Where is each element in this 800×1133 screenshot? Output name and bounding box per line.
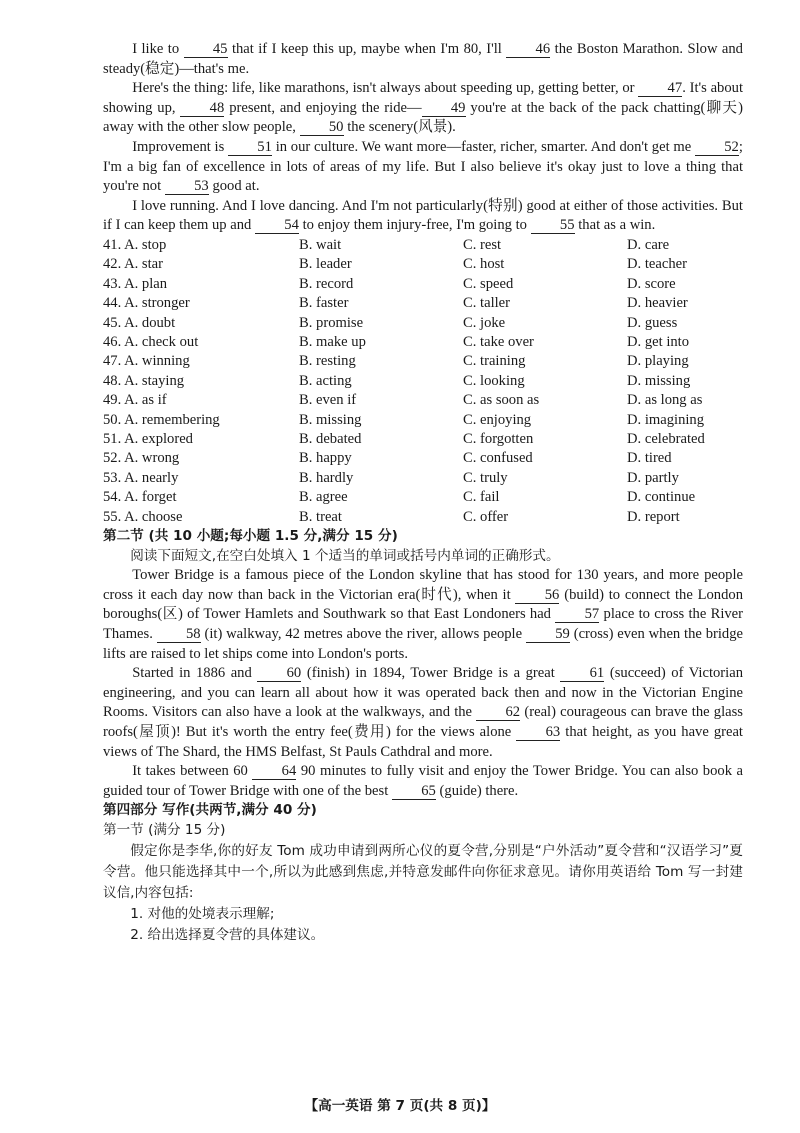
option-choice[interactable]: D. continue (627, 489, 696, 506)
option-choice[interactable]: 50. A. remembering (103, 411, 220, 428)
passage-text: Improvement is (132, 138, 228, 155)
option-choice[interactable]: B. hardly (299, 469, 354, 486)
section2-instruction: 阅读下面短文,在空白处填入 1 个适当的单词或括号内单词的正确形式。 (130, 547, 560, 564)
option-choice[interactable]: 49. A. as if (103, 392, 167, 409)
passage-text: . It's about showing up, (103, 80, 744, 116)
option-choice[interactable]: D. as long as (627, 392, 703, 409)
option-choice[interactable]: D. tired (627, 450, 672, 467)
passage-text: (cross) even when the bridge lifts are raised to let ships come into London's ports. (103, 626, 743, 662)
passage-text: present, and enjoying the ride— (224, 99, 422, 116)
option-choice[interactable]: B. leader (299, 256, 352, 273)
passage-text: (real) courageous can brave the glass roofs(屋顶)! But it's worth the entry fee(费用) for the views alone (103, 704, 743, 740)
option-choice[interactable]: 43. A. plan (103, 275, 168, 292)
option-choice[interactable]: C. confused (463, 450, 533, 467)
option-choice[interactable]: B. even if (299, 392, 357, 409)
option-choice[interactable]: B. happy (299, 450, 352, 467)
answer-blank[interactable]: 47 (638, 81, 682, 97)
option-row (103, 469, 743, 488)
passage-text: ; I'm a big fan of excellence in lots of areas of my life. But I also believe it's okay just to love a thing that you're not (103, 138, 743, 195)
option-choice[interactable]: D. get into (627, 333, 690, 350)
option-row (103, 488, 743, 507)
answer-blank[interactable]: 49 (422, 101, 466, 117)
option-row (103, 314, 743, 333)
part4-heading: 第四部分 写作(共两节,满分 40 分) (103, 802, 317, 819)
passage-text: you're at the back of the pack chatting(聊天) away with the other slow people, (103, 99, 743, 136)
option-choice[interactable]: C. host (463, 256, 505, 273)
answer-blank[interactable]: 60 (257, 666, 301, 682)
option-row (103, 391, 743, 410)
passage-text: 90 minutes to fully visit and enjoy the Tower Bridge. You can also book a guided tour of Tower Bridge with one of the best (103, 763, 743, 799)
option-choice[interactable]: D. imagining (627, 411, 705, 428)
option-choice[interactable]: 47. A. winning (103, 353, 190, 370)
option-choice[interactable]: C. as soon as (463, 392, 540, 409)
cloze-paragraph (103, 138, 743, 197)
answer-blank[interactable]: 63 (516, 725, 560, 741)
answer-blank[interactable]: 53 (165, 179, 209, 195)
answer-blank[interactable]: 54 (255, 218, 299, 234)
option-choice[interactable]: 41. A. stop (103, 236, 167, 253)
answer-blank[interactable]: 55 (531, 218, 575, 234)
answer-blank[interactable]: 58 (157, 627, 201, 643)
option-choice[interactable]: 48. A. staying (103, 372, 185, 389)
passage-text: (succeed) of Victorian engineering, and you can learn all about how it was operated back then and now in the Victorian Engine Rooms. Visitors can also have a look at the walkways, and the (103, 665, 743, 721)
option-choice[interactable]: B. promise (299, 314, 364, 331)
option-choice[interactable]: C. training (463, 353, 526, 370)
answer-blank[interactable]: 46 (506, 42, 550, 58)
answer-blank[interactable]: 65 (392, 784, 436, 800)
passage-text: (build) to connect the London boroughs(区) of Tower Hamlets and Southwark so that East Londoners had (103, 586, 743, 623)
answer-blank[interactable]: 57 (555, 607, 599, 623)
exam-page (103, 40, 743, 946)
passage-text: Started in 1886 and (132, 665, 258, 682)
passage-text: the Boston Marathon. Slow and steady(稳定)—that's me. (103, 41, 743, 77)
cloze-paragraph (103, 40, 743, 79)
option-choice[interactable]: C. truly (463, 469, 508, 486)
option-choice[interactable]: B. wait (299, 236, 342, 253)
option-choice[interactable]: D. teacher (627, 256, 687, 273)
option-choice[interactable]: 44. A. stronger (103, 295, 190, 312)
passage-text: that as a win. (574, 217, 656, 234)
option-choice[interactable]: D. care (627, 236, 670, 253)
option-choice[interactable]: 42. A. star (103, 256, 163, 273)
passage-text: that if I keep this up, maybe when I'm 80, I'll (227, 41, 507, 57)
option-choice[interactable]: B. resting (299, 353, 356, 370)
option-choice[interactable]: 45. A. doubt (103, 314, 176, 331)
options-list (103, 236, 743, 527)
passage-text: in our culture. We want more—faster, richer, smarter. And don't get me (272, 138, 695, 155)
option-choice[interactable]: B. debated (299, 431, 362, 447)
writing-point-1: 1. 对他的处境表示理解; (130, 905, 275, 922)
option-choice[interactable]: B. acting (299, 372, 352, 389)
passage-text: It takes between 60 (132, 763, 253, 780)
answer-blank[interactable]: 51 (228, 140, 272, 156)
option-choice[interactable]: C. enjoying (463, 411, 532, 428)
option-choice[interactable]: B. make up (299, 333, 366, 350)
option-choice[interactable]: D. guess (627, 314, 678, 331)
grammar-paragraph (103, 566, 743, 664)
option-row (103, 236, 743, 255)
writing-prompt: 假定你是李华,你的好友 Tom 成功申请到两所心仪的夏令营,分别是“户外活动”夏令营和“汉语学习”夏令营。他只能选择其中一个,所以为此感到焦虑,并特意发邮件向你征求意见。请你用英语给 Tom 写一封建议信,内容包括: (103, 842, 743, 901)
passage-text: Tower Bridge is a famous piece of the London skyline that has stood for 130 years, and more people cross it each day now than back in the Victorian era(时代), when it (103, 567, 743, 603)
writing-point-2: 2. 给出选择夏令营的具体建议。 (130, 926, 325, 943)
option-choice[interactable]: D. score (627, 275, 676, 292)
option-choice[interactable]: C. taller (463, 295, 511, 312)
option-choice[interactable]: C. forgotten (463, 431, 534, 447)
passage-text: (finish) in 1894, Tower Bridge is a great (301, 665, 561, 682)
grammar-paragraph (103, 664, 743, 762)
part4-subheading: 第一节 (满分 15 分) (103, 821, 226, 838)
option-choice[interactable]: 51. A. explored (103, 431, 193, 447)
grammar-passage (103, 566, 743, 801)
passage-text: the scenery(风景). (343, 119, 456, 136)
option-choice[interactable]: D. playing (627, 353, 689, 370)
option-choice[interactable]: 53. A. nearly (103, 469, 179, 486)
page-footer: 【高一英语 第 7 页(共 8 页)】 (304, 1098, 496, 1114)
option-choice[interactable]: D. celebrated (627, 431, 705, 447)
passage-text: Here's the thing: life, like marathons, isn't always about speeding up, getting better, or (132, 80, 639, 97)
option-row (103, 294, 743, 313)
option-choice[interactable]: C. joke (463, 314, 506, 331)
answer-blank[interactable]: 50 (300, 120, 344, 136)
answer-blank[interactable]: 52 (695, 140, 739, 156)
option-row (103, 430, 743, 449)
passage-text: that height, as you have great views of The Shard, the HMS Belfast, St Pauls Cathdral and more. (103, 723, 743, 760)
option-choice[interactable]: C. looking (463, 372, 525, 389)
grammar-paragraph (103, 762, 743, 801)
option-row (103, 411, 743, 430)
option-row (103, 275, 743, 294)
option-choice[interactable]: C. rest (463, 236, 502, 253)
cloze-passage (103, 40, 743, 236)
answer-blank[interactable]: 56 (515, 588, 559, 604)
cloze-paragraph (103, 79, 743, 138)
section2-heading: 第二节 (共 10 小题;每小题 1.5 分,满分 15 分) (103, 528, 398, 545)
option-choice[interactable]: D. missing (627, 372, 691, 389)
answer-blank[interactable]: 62 (476, 705, 520, 721)
option-choice[interactable]: B. missing (299, 411, 362, 428)
answer-blank[interactable]: 45 (184, 42, 228, 58)
option-choice[interactable]: 54. A. forget (103, 489, 177, 506)
option-choice[interactable]: B. record (299, 275, 354, 292)
option-choice[interactable]: D. heavier (627, 295, 688, 312)
option-choice[interactable]: C. speed (463, 275, 514, 292)
passage-text: (guide) there. (435, 782, 519, 799)
cloze-paragraph (103, 197, 743, 236)
option-choice[interactable]: B. agree (299, 489, 348, 506)
answer-blank[interactable]: 48 (180, 101, 224, 117)
option-choice[interactable]: C. offer (463, 508, 509, 525)
option-row (103, 449, 743, 468)
option-choice[interactable]: C. take over (463, 333, 534, 350)
passage-text: I like to (132, 41, 184, 57)
option-choice[interactable]: 46. A. check out (103, 333, 199, 350)
option-choice[interactable]: 55. A. choose (103, 508, 183, 525)
option-row (103, 255, 743, 274)
option-choice[interactable]: D. partly (627, 469, 679, 486)
passage-text: to enjoy them injury-free, I'm going to (298, 217, 531, 234)
option-choice[interactable]: B. faster (299, 295, 349, 312)
option-choice[interactable]: C. fail (463, 489, 500, 506)
option-choice[interactable]: B. treat (299, 508, 342, 525)
option-row (103, 333, 743, 352)
option-choice[interactable]: D. report (627, 508, 680, 525)
passage-text: place to cross the River Thames. (103, 606, 744, 642)
passage-text: I love running. And I love dancing. And I'm not particularly(特别) good at either of those activities. But if I can keep them up and (103, 197, 743, 234)
option-row (103, 508, 743, 527)
passage-text: (it) walkway, 42 metres above the river, allows people (200, 626, 526, 642)
option-row (103, 352, 743, 371)
answer-blank[interactable]: 64 (252, 764, 296, 780)
answer-blank[interactable]: 59 (526, 627, 570, 643)
option-row (103, 372, 743, 391)
answer-blank[interactable]: 61 (560, 666, 604, 682)
passage-text: good at. (208, 178, 260, 195)
option-choice[interactable]: 52. A. wrong (103, 450, 180, 467)
